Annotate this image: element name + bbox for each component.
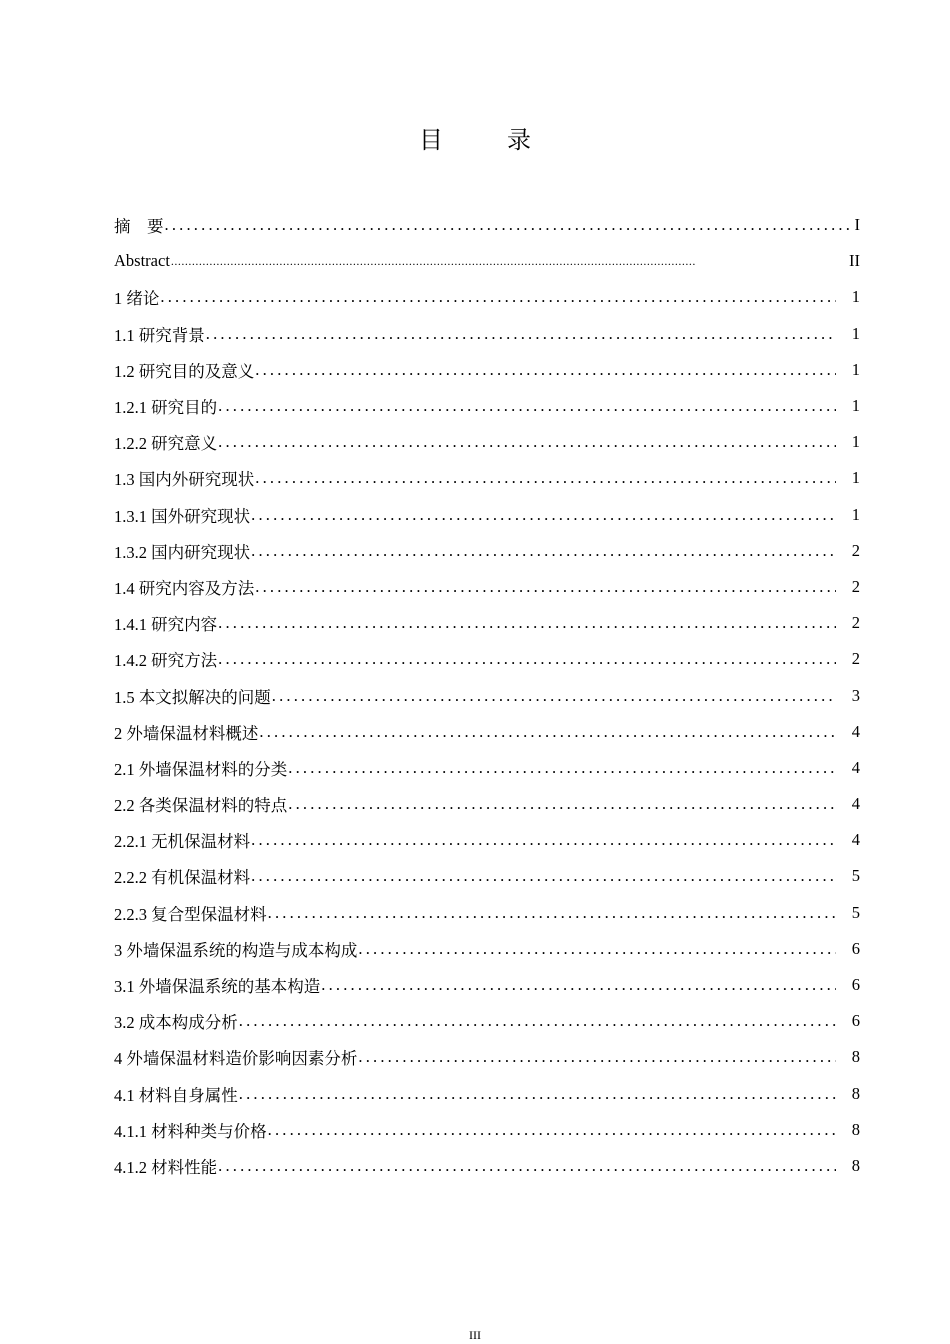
- toc-entry-page: 1: [851, 396, 860, 416]
- toc-entry-label: 1.1 研究背景: [114, 325, 205, 345]
- toc-entry[interactable]: [114, 967, 860, 1003]
- toc-dot-leader: [218, 1156, 836, 1176]
- toc-dot-leader: [239, 1084, 836, 1104]
- page-title: 目 录: [419, 126, 551, 154]
- toc-entry[interactable]: [114, 750, 860, 786]
- toc-entry[interactable]: [114, 786, 860, 822]
- toc-dot-leader: [255, 577, 836, 597]
- toc-entry-page: 8: [851, 1155, 860, 1175]
- toc-dot-leader: [288, 794, 836, 814]
- toc-entry-page: 8: [851, 1119, 860, 1139]
- toc-entry-page: 5: [851, 866, 860, 886]
- toc-entry-page: 6: [851, 938, 860, 958]
- toc-dot-leader: [251, 866, 836, 886]
- toc-dot-leader: [206, 324, 836, 344]
- toc-dot-leader: [160, 287, 836, 307]
- toc-entry[interactable]: [114, 677, 860, 713]
- toc-entry-page: 1: [851, 323, 860, 343]
- toc-entry-page: 1: [851, 287, 860, 307]
- toc-entry[interactable]: [114, 1039, 860, 1075]
- toc-entry-page: 4: [851, 830, 860, 850]
- toc-entry-page: 8: [851, 1047, 860, 1067]
- toc-dot-leader: [358, 1047, 836, 1067]
- toc-entry-label: 2.2 各类保温材料的特点: [114, 796, 288, 816]
- toc-entry-label: 2.2.1 无机保温材料: [114, 832, 251, 852]
- toc-entry-page: 1: [851, 359, 860, 379]
- toc-entry-page: 5: [851, 902, 860, 922]
- toc-dot-leader: [239, 1011, 836, 1031]
- toc-entry-page: 4: [851, 721, 860, 741]
- toc-entry-label: 3.2 成本构成分析: [114, 1013, 238, 1033]
- toc-entry[interactable]: [114, 605, 860, 641]
- toc-entry-label: 4 外墙保温材料造价影响因素分析: [114, 1049, 358, 1069]
- toc-entry-label: 4.1.2 材料性能: [114, 1157, 218, 1177]
- toc-entry[interactable]: [114, 1076, 860, 1112]
- toc-entry-page: 4: [851, 794, 860, 814]
- toc-entry-page: 1: [851, 432, 860, 452]
- toc-entry[interactable]: [114, 1148, 860, 1184]
- toc-dot-leader: [218, 432, 836, 452]
- toc-entry-page: II: [849, 251, 860, 271]
- toc-dot-leader: [218, 396, 836, 416]
- toc-entry[interactable]: [114, 641, 860, 677]
- toc-dot-leader: [268, 903, 836, 923]
- toc-dot-leader: [251, 541, 836, 561]
- toc-entry[interactable]: [114, 388, 860, 424]
- toc-entry-page: I: [854, 215, 860, 235]
- toc-dot-leader: [171, 254, 847, 269]
- toc-dot-leader: [255, 360, 836, 380]
- toc-entry[interactable]: [114, 243, 860, 279]
- toc-entry-label: 1.4 研究内容及方法: [114, 578, 255, 598]
- toc-entry-label: 2.2.3 复合型保温材料: [114, 904, 267, 924]
- toc-entry-page: 3: [851, 685, 860, 705]
- toc-entry[interactable]: [114, 931, 860, 967]
- toc-entry[interactable]: [114, 352, 860, 388]
- toc-entry[interactable]: [114, 895, 860, 931]
- toc-entry-page: 2: [851, 576, 860, 596]
- toc-entry[interactable]: [114, 822, 860, 858]
- toc-entry[interactable]: [114, 714, 860, 750]
- toc-entry[interactable]: [114, 207, 860, 243]
- toc-entry-label: Abstract: [114, 251, 170, 271]
- toc-dot-leader: [259, 722, 836, 742]
- toc-entry-label: 3.1 外墙保温系统的基本构造: [114, 977, 321, 997]
- toc-entry[interactable]: [114, 279, 860, 315]
- toc-entry-label: 1.5 本文拟解决的问题: [114, 687, 271, 707]
- toc-dot-leader: [358, 939, 836, 959]
- toc-entry-page: 2: [851, 613, 860, 633]
- toc-entry-page: 1: [851, 468, 860, 488]
- toc-entry[interactable]: [114, 533, 860, 569]
- toc-dot-leader: [218, 613, 836, 633]
- toc-entry-label: 1.4.2 研究方法: [114, 651, 218, 671]
- toc-entry-label: 1.2.2 研究意义: [114, 434, 218, 454]
- toc-dot-leader: [272, 686, 836, 706]
- toc-dot-leader: [288, 758, 836, 778]
- toc-entry-page: 8: [851, 1083, 860, 1103]
- toc-entry-label: 1.3.2 国内研究现状: [114, 542, 251, 562]
- footer-page-number: III: [469, 1328, 481, 1342]
- toc-entry-label: 1.2 研究目的及意义: [114, 361, 255, 381]
- toc-entry[interactable]: [114, 1112, 860, 1148]
- toc-entry[interactable]: [114, 1003, 860, 1039]
- toc-entry-page: 2: [851, 540, 860, 560]
- toc-entry-page: 6: [851, 975, 860, 995]
- toc-entry-label: 4.1 材料自身属性: [114, 1085, 238, 1105]
- toc-dot-leader: [321, 975, 836, 995]
- toc-entry-label: 2.1 外墙保温材料的分类: [114, 759, 288, 779]
- toc-entry[interactable]: [114, 858, 860, 894]
- toc-dot-leader: [251, 830, 836, 850]
- toc-entry[interactable]: [114, 460, 860, 496]
- toc-entry-page: 4: [851, 757, 860, 777]
- toc-entry-page: 6: [851, 1011, 860, 1031]
- toc-entry-label: 1.3 国内外研究现状: [114, 470, 255, 490]
- toc-entry[interactable]: [114, 424, 860, 460]
- table-of-contents: [114, 207, 860, 1184]
- toc-entry-label: 1.3.1 国外研究现状: [114, 506, 251, 526]
- toc-entry[interactable]: [114, 569, 860, 605]
- toc-entry-page: 1: [851, 504, 860, 524]
- toc-entry-label: 1.4.1 研究内容: [114, 615, 218, 635]
- toc-entry-label: 4.1.1 材料种类与价格: [114, 1121, 267, 1141]
- toc-entry[interactable]: [114, 497, 860, 533]
- toc-entry-label: 摘 要: [114, 217, 164, 237]
- toc-dot-leader: [255, 468, 836, 488]
- toc-dot-leader: [165, 215, 853, 235]
- toc-dot-leader: [268, 1120, 836, 1140]
- toc-entry-label: 1.2.1 研究目的: [114, 398, 218, 418]
- toc-entry[interactable]: [114, 316, 860, 352]
- toc-dot-leader: [251, 505, 836, 525]
- toc-entry-label: 2 外墙保温材料概述: [114, 723, 259, 743]
- toc-entry-label: 1 绪论: [114, 289, 160, 309]
- toc-entry-label: 3 外墙保温系统的构造与成本构成: [114, 940, 358, 960]
- toc-dot-leader: [218, 649, 836, 669]
- toc-entry-page: 2: [851, 649, 860, 669]
- toc-entry-label: 2.2.2 有机保温材料: [114, 868, 251, 888]
